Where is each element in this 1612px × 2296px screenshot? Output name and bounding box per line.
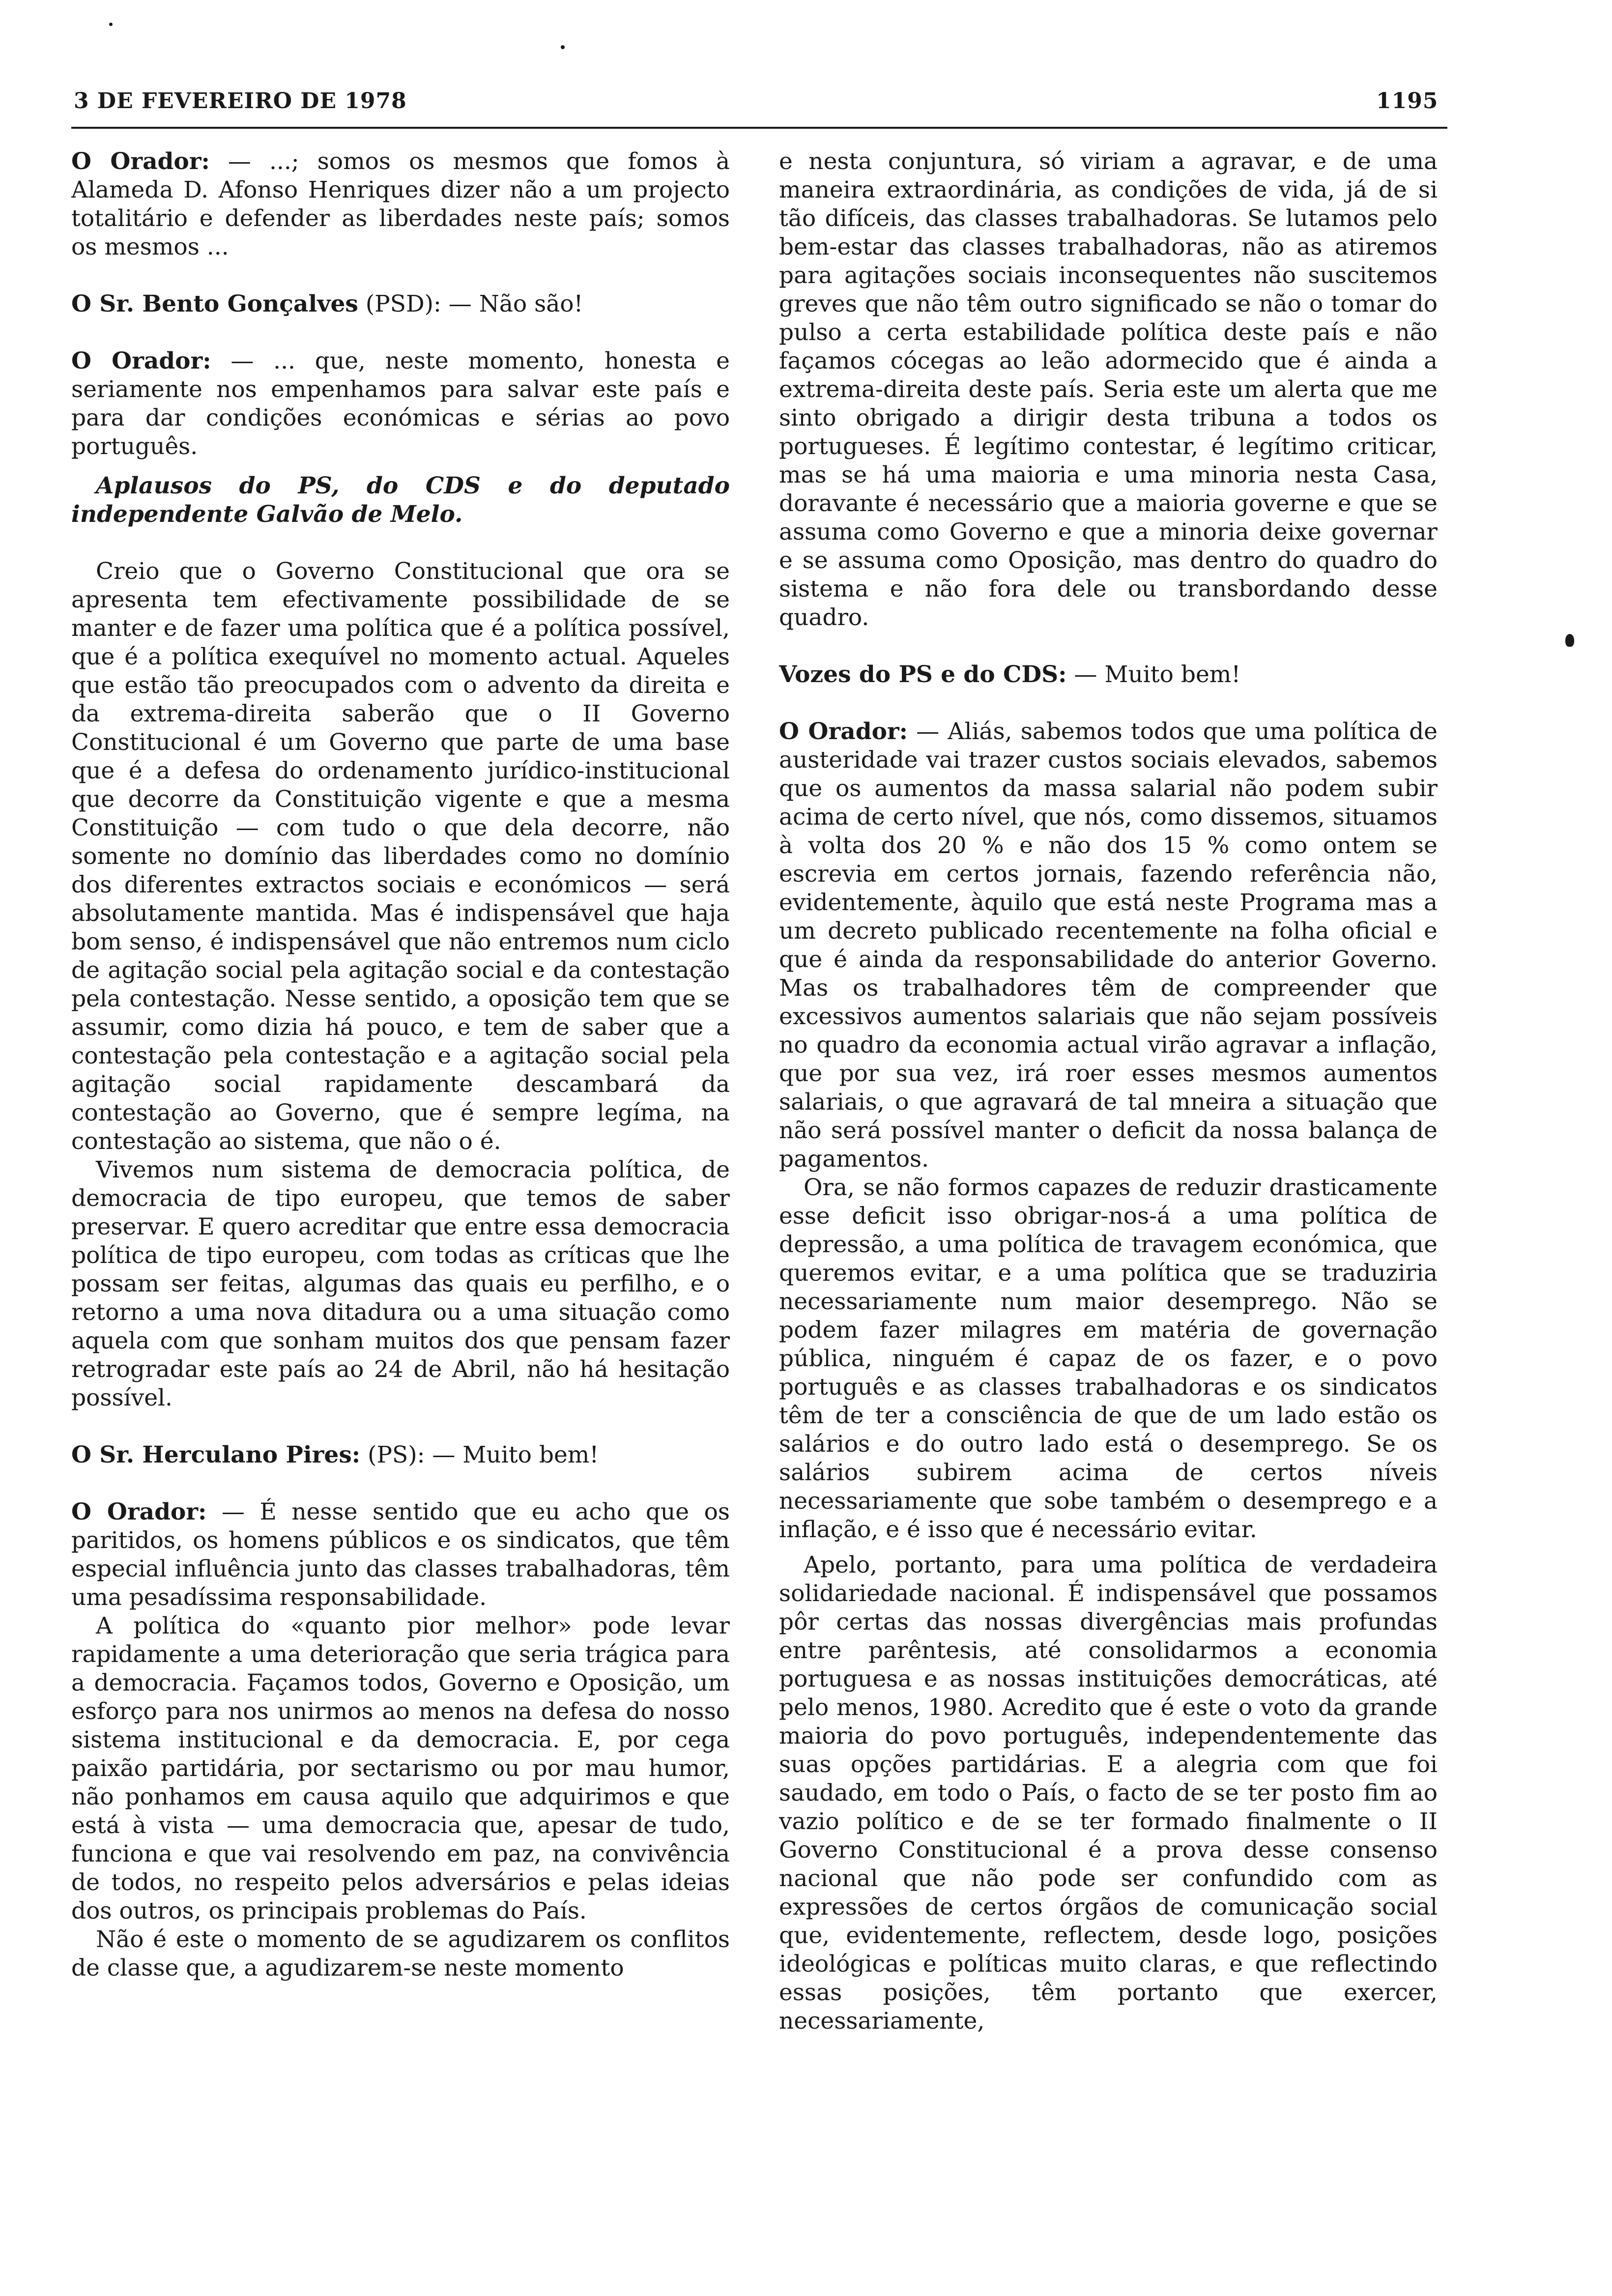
applause-note: Aplausos do PS, do CDS e do deputado independente Galvão de Melo. <box>71 472 730 528</box>
paragraph <box>71 290 730 318</box>
paragraph-text: — ...; somos os mesmos que fomos à Alameda D. Afonso Henriques dizer não a um projecto totalitário e defender as liberdades neste país; somos os mesmos ... <box>71 148 730 260</box>
margin-mark <box>1565 634 1574 647</box>
speaker-label: O Orador: <box>71 347 211 374</box>
speaker-label: O Sr. Herculano Pires: <box>71 1441 361 1468</box>
paragraph <box>71 1498 730 1612</box>
paragraph-text: — ... que, neste momento, honesta e seriamente nos empenhamos para salvar este país e para dar condições económicas e sérias ao povo português. <box>71 347 730 460</box>
paragraph: Vivemos num sistema de democracia política, de democracia de tipo europeu, que temos de saber preservar. E quero acreditar que entre essa democracia política de tipo europeu, com todas as críticas que lhe possam ser feitas, algumas das quais eu perfilho, e o retorno a uma nova ditadura ou a uma situação como aquela com que sonham muitos dos que pensam fazer retrogradar este país ao 24 de Abril, não há hesitação possível. <box>71 1156 730 1411</box>
paragraph: e nesta conjuntura, só viriam a agravar, e de uma maneira extraordinária, as condições de vida, já de si tão difíceis, das classes trabalhadoras. Se lutamos pelo bem-estar das classes trabalhadoras, não as atiremos para agitações sociais inconsequentes não suscitemos greves que não têm outro significado se não o tomar do pulso a certa estabilidade política deste país e não façamos cócegas ao leão adormecido que é ainda a extrema-direita deste país. Seria este um alerta que me sinto obrigado a dirigir desta tribuna a todos os portugueses. É legítimo contestar, é legítimo criticar, mas se há uma maioria e uma minoria nesta Casa, doravante é necessário que a maioria governe e que se assuma como Governo e que a minoria deixe governar e se assuma como Oposição, mas dentro do quadro do sistema e não fora dele ou transbordando desse quadro. <box>779 148 1438 631</box>
header-rule <box>71 127 1447 129</box>
paragraph: Ora, se não formos capazes de reduzir drasticamente esse deficit isso obrigar-nos-á a uma política de depressão, a uma política de travagem económica, que queremos evitar, e a uma política que se traduziria necessariamente num maior desemprego. Não se podem fazer milagres em matéria de governação pública, ninguém é capaz de os fazer, e o povo português e as classes trabalhadoras e os sindicatos têm de ter a consciência de que de um lado estão os salários e do outro lado está o desemprego. Se os salários subirem acima de certos níveis necessariamente que sobe também o desemprego e a inflação, e é isso que é necessário evitar. <box>779 1174 1438 1543</box>
paragraph-text: (PS): — Muito bem! <box>360 1441 599 1468</box>
scan-speck <box>561 45 565 49</box>
speaker-label: Vozes do PS e do CDS: <box>779 661 1067 688</box>
paragraph-text: — Aliás, sabemos todos que uma política de austeridade vai trazer custos sociais elevados, sabemos que os aumentos da massa salarial não podem subir acima de certo nível, que nós, como dissemos, situamos à volta dos 20 % e não dos 15 % como ontem se escrevia em certos jornais, fazendo referência não, evidentemente, àquilo que está neste Programa mas a um decreto publicado recentemente na folha oficial e que é ainda da responsabilidade do anterior Governo. Mas os trabalhadores têm de compreender que excessivos aumentos salariais que não sejam possíveis no quadro da economia actual virão agravar a inflação, que por sua vez, irá roer esses mesmos aumentos salariais, o que agravará de tal mneira a situação que não será possível manter o deficit da nossa balança de pagamentos. <box>779 718 1438 1173</box>
paragraph: A política do «quanto pior melhor» pode levar rapidamente a uma deterioração que seria trágica para a democracia. Façamos todos, Governo e Oposição, um esforço para nos unirmos ao menos na defesa do nosso sistema institucional e da democracia. E, por cega paixão partidária, por sectarismo ou por mau humor, não ponhamos em causa aquilo que adquirimos e que está à vista — uma democracia que, apesar de tudo, funciona e que vai resolvendo em paz, na convivência de todos, no respeito pelos adversários e pelas ideias dos outros, os principais problemas do País. <box>71 1612 730 1924</box>
paragraph <box>71 1441 730 1469</box>
paragraph <box>71 147 730 261</box>
speaker-label: O Orador: <box>71 1498 207 1525</box>
paragraph: Não é este o momento de se agudizarem os conflitos de classe que, a agudizarem-se neste momento <box>71 1926 730 1981</box>
speaker-label: O Orador: <box>71 148 210 175</box>
paragraph-text: — É nesse sentido que eu acho que os paritidos, os homens públicos e os sindicatos, que têm especial influência junto das classes trabalhadoras, têm uma pesadíssima responsabilidade. <box>71 1498 730 1611</box>
paragraph <box>779 660 1438 689</box>
paragraph-text: — Muito bem! <box>1066 661 1241 688</box>
paragraph <box>71 347 730 461</box>
paragraph <box>779 718 1438 1174</box>
paragraph-text: (PSD): — Não são! <box>358 290 583 317</box>
speaker-label: O Sr. Bento Gonçalves <box>71 290 358 317</box>
scan-speck <box>109 23 113 26</box>
speaker-label: O Orador: <box>779 718 908 745</box>
page-date: 3 DE FEVEREIRO DE 1978 <box>74 88 407 114</box>
text-column-left <box>71 147 730 1982</box>
paragraph: Creio que o Governo Constitucional que ora se apresenta tem efectivamente possibilidade de se manter e de fazer uma política que é a política possível, que é a política exequível no momento actual. Aqueles que estão tão preocupados com o advento da direita e da extrema-direita saberão que o II Governo Constitucional é um Governo que parte de uma base que é a defesa do ordenamento jurídico-institucional que decorre da Constituição vigente e que a mesma Constituição — com tudo o que dela decorre, não somente no domínio das liberdades como no domínio dos diferentes extractos sociais e económicos — será absolutamente mantida. Mas é indispensável que haja bom senso, é indispensável que não entremos num ciclo de agitação social pela agitação social e da contestação pela contestação. Nesse sentido, a oposição tem que se assumir, como dizia há pouco, e tem de saber que a contestação pela contestação e a agitação social pela agitação social rapidamente descambará da contestação ao Governo, que é sempre legíma, na contestação ao sistema, que não o é. <box>71 558 730 1155</box>
text-column-right <box>779 147 1438 2036</box>
page-number: 1195 <box>1376 88 1439 114</box>
paragraph: Apelo, portanto, para uma política de verdadeira solidariedade nacional. É indispensável que possamos pôr certas das nossas divergências mais profundas entre parêntesis, até consolidarmos a economia portuguesa e as nossas instituições democráticas, até pelo menos, 1980. Acredito que é este o voto da grande maioria do povo português, independentemente das suas opções partidárias. E a alegria com que foi saudado, em todo o País, o facto de se ter posto fim ao vazio político e de se ter formado finalmente o II Governo Constitucional é a prova desse consenso nacional que não pode ser confundido com as expressões de certos órgãos de comunicação social que, evidentemente, reflectem, desde logo, posições ideológicas e políticas muito claras, e que reflectindo essas posições, têm portanto que exercer, necessariamente, <box>779 1551 1438 2035</box>
